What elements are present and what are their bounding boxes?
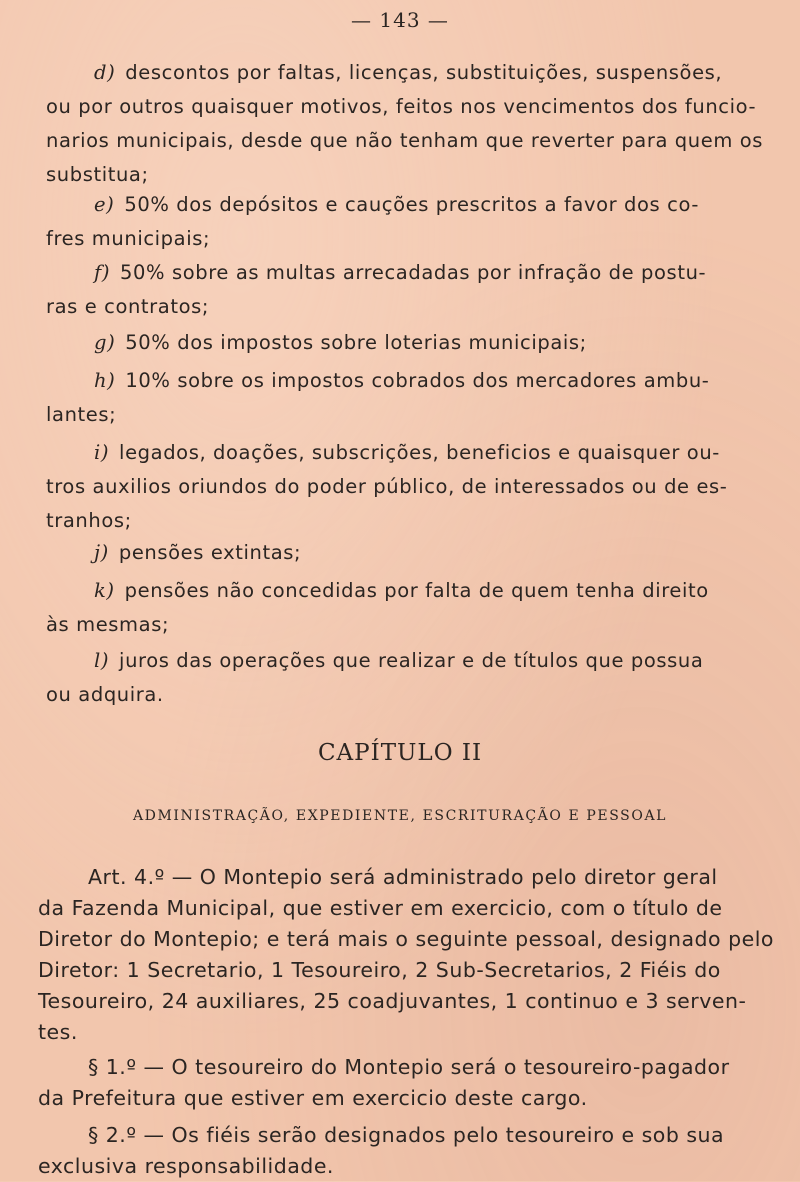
list-item-k bbox=[46, 574, 750, 642]
item-line: tranhos; bbox=[46, 509, 132, 532]
list-item-h bbox=[46, 364, 750, 432]
item-line: 50% sobre as multas arrecadadas por infração de postu- bbox=[120, 261, 707, 284]
item-letter: d) bbox=[94, 61, 116, 84]
article-line: Tesoureiro, 24 auxiliares, 25 coadjuvantes, 1 continuo e 3 serven- bbox=[38, 989, 747, 1013]
article-line: § 1.º — O tesoureiro do Montepio será o tesoureiro-pagador bbox=[88, 1055, 730, 1079]
item-line: 50% dos impostos sobre loterias municipais; bbox=[125, 331, 587, 354]
list-item-l bbox=[46, 644, 750, 712]
item-line: 10% sobre os impostos cobrados dos mercadores ambu- bbox=[125, 369, 710, 392]
article-4 bbox=[38, 862, 774, 1048]
item-line: pensões não concedidas por falta de quem tenha direito bbox=[124, 579, 709, 602]
list-item-f bbox=[46, 256, 750, 324]
page-number: — 143 — bbox=[351, 8, 449, 32]
item-line: ou por outros quaisquer motivos, feitos nos vencimentos dos funcio- bbox=[46, 95, 757, 118]
article-line: da Prefeitura que estiver em exercicio deste cargo. bbox=[38, 1086, 588, 1110]
list-item-e bbox=[46, 188, 750, 256]
item-letter: k) bbox=[94, 579, 115, 602]
item-letter: f) bbox=[94, 261, 111, 284]
item-line: 50% dos depósitos e cauções prescritos a favor dos co- bbox=[124, 193, 699, 216]
item-line: ou adquira. bbox=[46, 683, 164, 706]
chapter-title: CAPÍTULO II bbox=[317, 740, 483, 766]
item-letter: l) bbox=[94, 649, 110, 672]
paragraph-1 bbox=[38, 1052, 750, 1114]
article-line: exclusiva responsabilidade. bbox=[38, 1154, 334, 1178]
chapter-subtitle: ADMINISTRAÇÃO, EXPEDIENTE, ESCRITURAÇÃO E PESSOAL bbox=[132, 808, 668, 824]
article-line: da Fazenda Municipal, que estiver em exercicio, com o título de bbox=[38, 896, 723, 920]
item-letter: e) bbox=[94, 193, 115, 216]
item-line: juros das operações que realizar e de títulos que possua bbox=[119, 649, 704, 672]
item-line: às mesmas; bbox=[46, 613, 170, 636]
item-letter: h) bbox=[94, 369, 116, 392]
list-item-j bbox=[46, 536, 750, 570]
item-letter: g) bbox=[94, 331, 116, 354]
article-line: Diretor: 1 Secretario, 1 Tesoureiro, 2 Sub-Secretarios, 2 Fiéis do bbox=[38, 958, 721, 982]
article-line: Diretor do Montepio; e terá mais o seguinte pessoal, designado pelo bbox=[38, 927, 774, 951]
item-line: substitua; bbox=[46, 163, 149, 186]
list-item-i bbox=[46, 436, 750, 538]
item-line: lantes; bbox=[46, 403, 117, 426]
item-line: descontos por faltas, licenças, substituições, suspensões, bbox=[125, 61, 723, 84]
item-line: narios municipais, desde que não tenham que reverter para quem os bbox=[46, 129, 764, 152]
item-letter: i) bbox=[94, 441, 110, 464]
list-item-d bbox=[46, 56, 764, 192]
article-line: tes. bbox=[38, 1020, 78, 1044]
item-letter: j) bbox=[94, 541, 109, 564]
item-line: ras e contratos; bbox=[46, 295, 210, 318]
article-line: § 2.º — Os fiéis serão designados pelo tesoureiro e sob sua bbox=[88, 1123, 725, 1147]
item-line: tros auxilios oriundos do poder público, de interessados ou de es- bbox=[46, 475, 728, 498]
paragraph-2 bbox=[38, 1120, 750, 1182]
list-item-g bbox=[46, 326, 750, 360]
item-line: fres municipais; bbox=[46, 227, 211, 250]
article-line: Art. 4.º — O Montepio será administrado pelo diretor geral bbox=[88, 865, 718, 889]
item-line: legados, doações, subscrições, beneficios e quaisquer ou- bbox=[119, 441, 720, 464]
item-line: pensões extintas; bbox=[118, 541, 302, 564]
